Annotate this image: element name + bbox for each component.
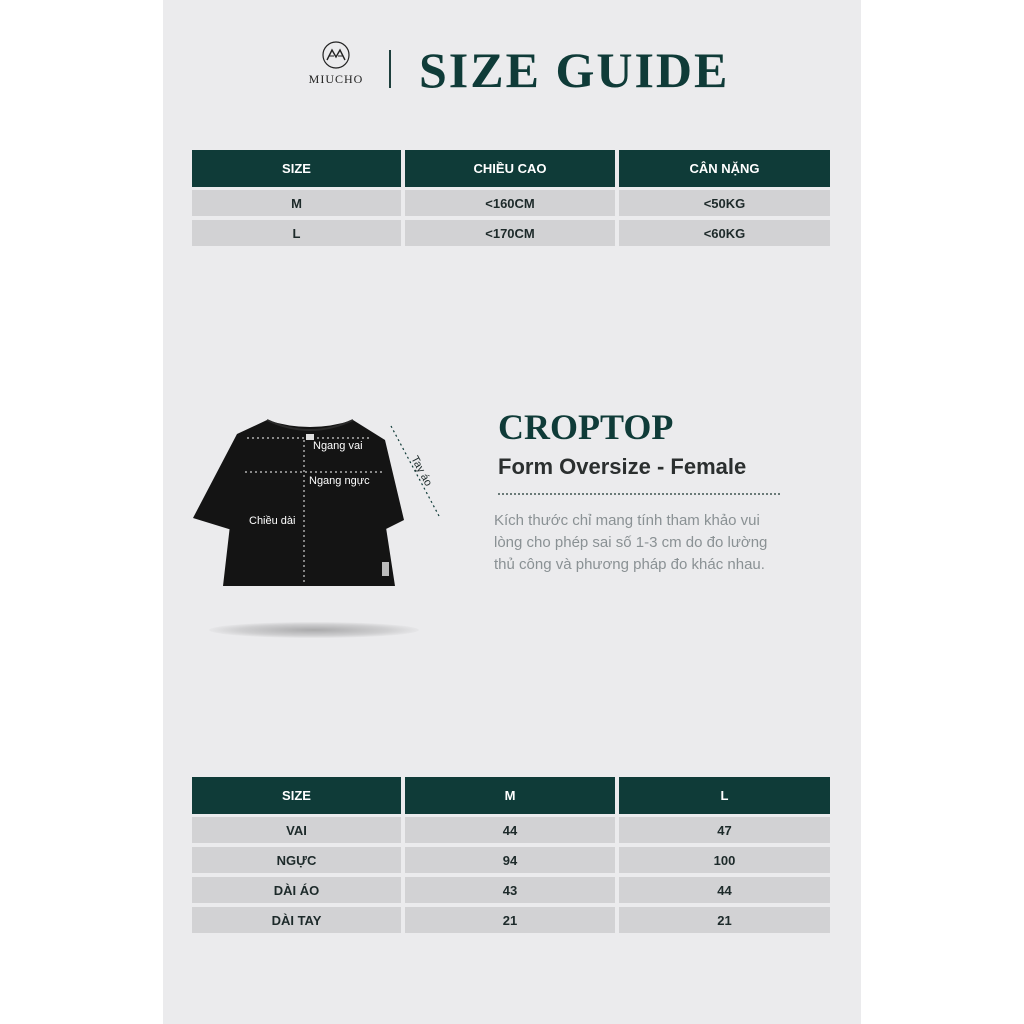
mountain-logo-icon (321, 40, 351, 70)
table-cell: 44 (619, 877, 830, 903)
label-chest: Ngang ngực (309, 475, 370, 487)
dotted-divider (498, 493, 780, 495)
shirt-illustration (187, 400, 447, 650)
table-cell: <170CM (405, 220, 615, 246)
croptop-shirt-icon (187, 400, 447, 600)
label-sleeve: Tay áo (408, 454, 435, 489)
table-cell: NGỰC (192, 847, 401, 873)
size-guide-page (163, 0, 861, 1024)
size-note: Kích thước chỉ mang tính tham khảo vui lòng cho phép sai số 1-3 cm do đo lường thủ công và phương pháp đo khác nhau. (494, 512, 768, 573)
table-row (192, 907, 830, 933)
table-row (192, 220, 830, 246)
table-cell: <60KG (619, 220, 830, 246)
table-cell: 21 (619, 907, 830, 933)
table-cell: DÀI ÁO (192, 877, 401, 903)
table-cell: VAI (192, 817, 401, 843)
table-cell: 21 (405, 907, 615, 933)
measurement-table (192, 777, 830, 937)
table-cell: 100 (619, 847, 830, 873)
table-cell: M (192, 190, 401, 216)
table-row (192, 847, 830, 873)
header-cell: CHIỀU CAO (405, 150, 615, 187)
table-row (192, 190, 830, 216)
product-form: Form Oversize - Female (498, 454, 747, 479)
shirt-shadow (209, 622, 419, 638)
table-cell: L (192, 220, 401, 246)
label-length: Chiều dài (249, 515, 296, 527)
product-name: CROPTOP (498, 407, 674, 447)
header-cell: SIZE (192, 777, 401, 814)
table-cell: 44 (405, 817, 615, 843)
table-header-row (192, 777, 830, 814)
size-table (192, 150, 830, 250)
table-cell: 47 (619, 817, 830, 843)
header-cell: L (619, 777, 830, 814)
table-row (192, 877, 830, 903)
page-title: SIZE GUIDE (419, 42, 730, 98)
header (163, 40, 861, 100)
header-cell: M (405, 777, 615, 814)
brand-name: MIUCHO (308, 72, 364, 86)
table-cell: <50KG (619, 190, 830, 216)
table-header-row (192, 150, 830, 187)
label-shoulder: Ngang vai (313, 440, 363, 452)
table-cell: 43 (405, 877, 615, 903)
brand-logo (303, 40, 369, 92)
table-cell: DÀI TAY (192, 907, 401, 933)
table-cell: <160CM (405, 190, 615, 216)
table-row (192, 817, 830, 843)
header-cell: SIZE (192, 150, 401, 187)
table-cell: 94 (405, 847, 615, 873)
header-divider (389, 50, 391, 88)
header-cell: CÂN NẶNG (619, 150, 830, 187)
